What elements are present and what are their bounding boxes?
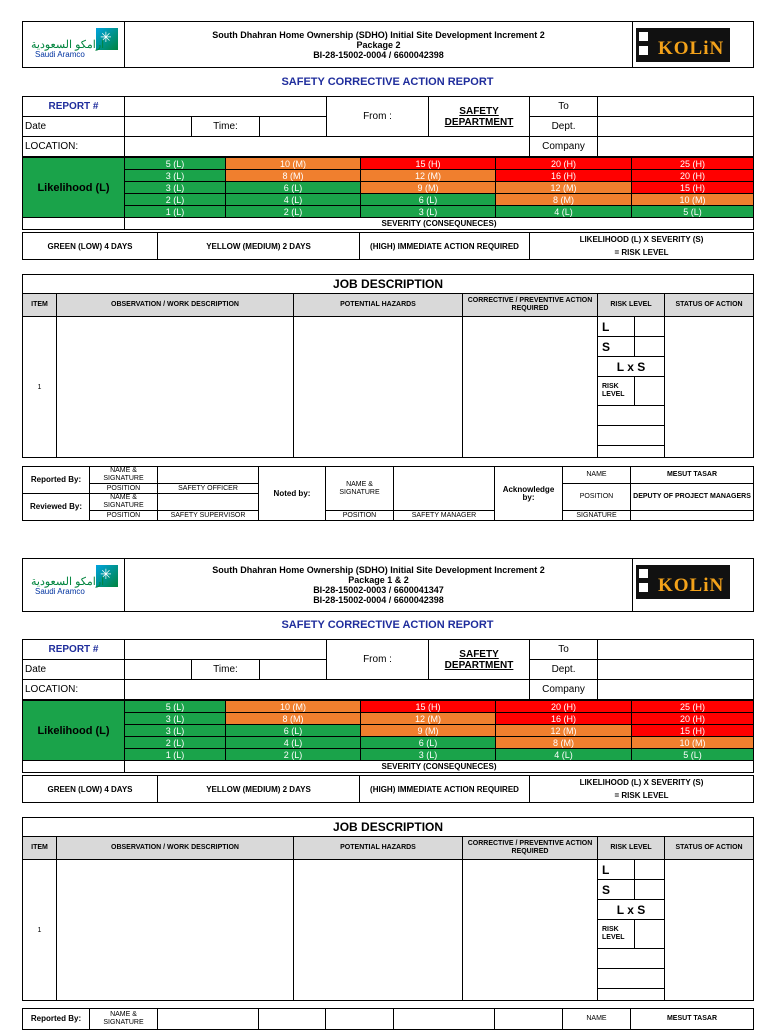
title-line: South Dhahran Home Ownership (SDHO) Initial Site Development Increment 2: [212, 29, 545, 40]
report-number-field[interactable]: [125, 640, 327, 660]
aramco-arabic-text: ارامكو السعودية: [31, 39, 105, 51]
matrix-cell: 20 (H): [496, 701, 632, 713]
time-field[interactable]: [260, 117, 327, 137]
title-line: Package 1 & 2: [348, 575, 409, 585]
ack-name-label: NAME: [563, 1009, 631, 1030]
legend-yellow: YELLOW (MEDIUM) 2 DAYS: [158, 776, 360, 803]
legend-green: GREEN (LOW) 4 DAYS: [23, 776, 158, 803]
date-label: Date: [23, 117, 125, 137]
reviewed-by-label: Reviewed By:: [23, 494, 90, 521]
status-field[interactable]: [665, 317, 754, 458]
aramco-logo: [23, 22, 125, 68]
legend-high: (HIGH) IMMEDIATE ACTION REQUIRED: [360, 776, 530, 803]
ack-name-label: NAME: [563, 467, 631, 484]
noted-by-label: Noted by:: [259, 467, 326, 521]
matrix-cell: 6 (L): [226, 182, 361, 194]
dept-field[interactable]: [598, 117, 754, 137]
ack-name-value: MESUT TASAR: [631, 1009, 754, 1030]
matrix-cell: 5 (L): [125, 701, 226, 713]
matrix-cell: 25 (H): [632, 701, 754, 713]
column-header: OBSERVATION / WORK DESCRIPTION: [57, 837, 294, 860]
report-number-field[interactable]: [125, 97, 327, 117]
risk-l-label: L: [598, 317, 635, 337]
report-number-label: REPORT #: [23, 640, 125, 660]
risk-legend: [22, 775, 754, 803]
matrix-cell: 15 (H): [632, 725, 754, 737]
legend-formula: LIKELIHOOD (L) X SEVERITY (S) = RISK LEVEL: [530, 776, 754, 803]
risk-l-label: L: [598, 860, 635, 880]
matrix-cell: 5 (L): [125, 158, 226, 170]
column-header: OBSERVATION / WORK DESCRIPTION: [57, 294, 294, 317]
name-signature-label: NAME & SIGNATURE: [90, 1009, 158, 1030]
matrix-cell: 2 (L): [125, 194, 226, 206]
matrix-cell: 2 (L): [226, 749, 361, 761]
from-label: From :: [327, 640, 429, 680]
job-description-1: [22, 274, 753, 458]
matrix-cell: 20 (H): [632, 713, 754, 725]
column-header: STATUS OF ACTION: [665, 837, 754, 860]
report-title: SAFETY CORRECTIVE ACTION REPORT: [281, 619, 494, 631]
kolin-logo-mark: [636, 565, 730, 599]
matrix-cell: 3 (L): [125, 170, 226, 182]
column-header: STATUS OF ACTION: [665, 294, 754, 317]
risk-level-cell: [598, 860, 665, 1001]
matrix-cell: 9 (M): [361, 182, 496, 194]
project-title: [125, 22, 633, 68]
to-field[interactable]: [598, 97, 754, 117]
risk-extra-row: [598, 406, 664, 426]
matrix-cell: 6 (L): [226, 725, 361, 737]
job-description-title: JOB DESCRIPTION: [23, 818, 754, 837]
aramco-english-text: Saudi Aramco: [35, 587, 85, 596]
ack-name-value: MESUT TASAR: [631, 467, 754, 484]
risk-matrix: [22, 700, 754, 773]
risk-s-label: S: [598, 337, 635, 357]
date-field[interactable]: [125, 117, 192, 137]
time-label: Time:: [192, 117, 260, 137]
noted-name-signature-label: NAME & SIGNATURE: [326, 467, 394, 511]
matrix-cell: 10 (M): [632, 737, 754, 749]
matrix-cell: 12 (M): [496, 725, 632, 737]
column-header: RISK LEVEL: [598, 294, 665, 317]
job-description-title: JOB DESCRIPTION: [23, 275, 754, 294]
to-field[interactable]: [598, 640, 754, 660]
company-field[interactable]: [598, 137, 754, 157]
legend-green: GREEN (LOW) 4 DAYS: [23, 233, 158, 260]
legend-formula: LIKELIHOOD (L) X SEVERITY (S) = RISK LEVEL: [530, 233, 754, 260]
matrix-cell: 15 (H): [361, 701, 496, 713]
hazards-field[interactable]: [294, 860, 463, 1001]
matrix-cell: 12 (M): [361, 170, 496, 182]
signature-section-1: [22, 466, 753, 521]
matrix-cell: 6 (L): [361, 737, 496, 749]
noted-by-signature-field[interactable]: [394, 467, 495, 511]
info-section-1: [22, 96, 753, 260]
column-header: CORRECTIVE / PREVENTIVE ACTION REQUIRED: [463, 294, 598, 317]
location-label: LOCATION:: [23, 680, 125, 700]
matrix-cell: 4 (L): [496, 206, 632, 218]
kolin-logo-text: KOLiN: [658, 38, 725, 59]
risk-s-field[interactable]: [635, 337, 665, 357]
matrix-cell: 5 (L): [632, 206, 754, 218]
from-label: From :: [327, 97, 429, 137]
matrix-cell: 3 (L): [125, 182, 226, 194]
risk-level-field[interactable]: [635, 920, 665, 949]
risk-l-field[interactable]: [635, 317, 665, 337]
report-number-label: REPORT #: [23, 97, 125, 117]
time-field[interactable]: [260, 660, 327, 680]
matrix-cell: 2 (L): [226, 206, 361, 218]
matrix-cell: 12 (M): [496, 182, 632, 194]
kolin-logo-mark: [636, 28, 730, 62]
severity-label: SEVERITY (CONSEQUNECES): [125, 761, 754, 773]
item-number: 1: [23, 317, 57, 458]
matrix-cell: 10 (M): [226, 701, 361, 713]
observation-field[interactable]: [57, 317, 294, 458]
from-value: SAFETY DEPARTMENT: [429, 97, 530, 137]
matrix-cell: 4 (L): [226, 737, 361, 749]
to-label: To: [530, 97, 598, 117]
title-line: BI-28-15002-0003 / 6600041347: [313, 585, 444, 595]
status-field[interactable]: [665, 860, 754, 1001]
risk-level-field[interactable]: [635, 377, 665, 406]
matrix-cell: 9 (M): [361, 725, 496, 737]
matrix-cell: 8 (M): [496, 194, 632, 206]
likelihood-label: Likelihood (L): [23, 158, 125, 218]
risk-level-label: RISK LEVEL: [598, 377, 635, 406]
risk-level-cell: [598, 317, 665, 458]
matrix-cell: 8 (M): [496, 737, 632, 749]
matrix-cell: 20 (H): [496, 158, 632, 170]
job-description-2: [22, 817, 753, 1001]
form-header: [22, 21, 754, 68]
matrix-cell: 1 (L): [125, 206, 226, 218]
risk-lxs-label: L x S: [598, 900, 664, 920]
column-header: ITEM: [23, 294, 57, 317]
date-label: Date: [23, 660, 125, 680]
name-signature-label: NAME & SIGNATURE: [90, 467, 158, 484]
matrix-cell: 10 (M): [632, 194, 754, 206]
column-header: POTENTIAL HAZARDS: [294, 294, 463, 317]
company-label: Company: [530, 137, 598, 157]
kolin-logo: [633, 22, 754, 68]
hazards-field[interactable]: [294, 317, 463, 458]
corrective-action-field[interactable]: [463, 317, 598, 458]
aramco-logo: [23, 559, 125, 612]
observation-field[interactable]: [57, 860, 294, 1001]
matrix-cell: 8 (M): [226, 713, 361, 725]
risk-s-label: S: [598, 880, 635, 900]
severity-label: SEVERITY (CONSEQUNECES): [125, 218, 754, 230]
from-value: SAFETY DEPARTMENT: [429, 640, 530, 680]
legend-high: (HIGH) IMMEDIATE ACTION REQUIRED: [360, 233, 530, 260]
risk-s-field[interactable]: [635, 880, 665, 900]
matrix-cell: 3 (L): [125, 725, 226, 737]
matrix-cell: 25 (H): [632, 158, 754, 170]
reviewed-position-value: SAFETY SUPERVISOR: [158, 511, 259, 521]
matrix-cell: 3 (L): [361, 206, 496, 218]
title-line: Package 2: [356, 39, 401, 50]
time-label: Time:: [192, 660, 260, 680]
ack-signature-label: SIGNATURE: [563, 511, 631, 521]
item-number: 1: [23, 860, 57, 1001]
risk-extra-row: [598, 426, 664, 446]
matrix-cell: 16 (H): [496, 170, 632, 182]
matrix-cell: 10 (M): [226, 158, 361, 170]
matrix-cell: 3 (L): [125, 713, 226, 725]
acknowledge-by-label: Acknowledge by:: [495, 467, 563, 521]
matrix-cell: 12 (M): [361, 713, 496, 725]
matrix-cell: 4 (L): [496, 749, 632, 761]
location-label: LOCATION:: [23, 137, 125, 157]
column-header: RISK LEVEL: [598, 837, 665, 860]
risk-matrix: [22, 157, 754, 230]
title-line: South Dhahran Home Ownership (SDHO) Initial Site Development Increment 2: [212, 565, 545, 575]
aramco-arabic-text: ارامكو السعودية: [31, 576, 105, 588]
risk-extra-row: [598, 949, 664, 969]
reported-by-signature-field[interactable]: [158, 1009, 259, 1030]
risk-level-label: RISK LEVEL: [598, 920, 635, 949]
company-field[interactable]: [598, 680, 754, 700]
title-line: BI-28-15002-0004 / 6600042398: [313, 49, 444, 60]
risk-lxs-label: L x S: [598, 357, 664, 377]
signature-section-2: [22, 1008, 753, 1030]
ack-signature-field[interactable]: [631, 511, 754, 521]
reported-by-label: Reported By:: [23, 1009, 90, 1030]
date-field[interactable]: [125, 660, 192, 680]
column-header: ITEM: [23, 837, 57, 860]
dept-label: Dept.: [530, 660, 598, 680]
position-label: POSITION: [90, 511, 158, 521]
to-label: To: [530, 640, 598, 660]
matrix-cell: 1 (L): [125, 749, 226, 761]
report-form-2: [22, 558, 753, 612]
risk-extra-row: [598, 969, 664, 989]
ack-position-label: POSITION: [563, 484, 631, 511]
reported-by-signature-field[interactable]: [158, 467, 259, 484]
location-field[interactable]: [125, 680, 530, 700]
report-title: SAFETY CORRECTIVE ACTION REPORT: [281, 76, 494, 88]
legend-yellow: YELLOW (MEDIUM) 2 DAYS: [158, 233, 360, 260]
matrix-cell: 8 (M): [226, 170, 361, 182]
position-label: POSITION: [90, 484, 158, 494]
name-signature-label: NAME & SIGNATURE: [90, 494, 158, 511]
matrix-cell: 20 (H): [632, 170, 754, 182]
location-field[interactable]: [125, 137, 530, 157]
column-header: POTENTIAL HAZARDS: [294, 837, 463, 860]
dept-field[interactable]: [598, 660, 754, 680]
risk-l-field[interactable]: [635, 860, 665, 880]
matrix-cell: 3 (L): [361, 749, 496, 761]
reviewed-by-signature-field[interactable]: [158, 494, 259, 511]
matrix-cell: 15 (H): [632, 182, 754, 194]
aramco-english-text: Saudi Aramco: [35, 50, 85, 59]
kolin-logo-text: KOLiN: [658, 575, 725, 596]
matrix-cell: 6 (L): [361, 194, 496, 206]
corrective-action-field[interactable]: [463, 860, 598, 1001]
ack-position-value: DEPUTY OF PROJECT MANAGERS: [631, 484, 754, 511]
risk-legend: [22, 232, 754, 260]
info-section-2: [22, 639, 753, 803]
report-form-1: [22, 21, 753, 68]
project-title: [125, 559, 633, 612]
likelihood-label: Likelihood (L): [23, 701, 125, 761]
dept-label: Dept.: [530, 117, 598, 137]
noted-position-label: POSITION: [326, 511, 394, 521]
matrix-cell: 4 (L): [226, 194, 361, 206]
matrix-cell: 16 (H): [496, 713, 632, 725]
company-label: Company: [530, 680, 598, 700]
title-line: BI-28-15002-0004 / 6600042398: [313, 595, 444, 605]
noted-position-value: SAFETY MANAGER: [394, 511, 495, 521]
column-header: CORRECTIVE / PREVENTIVE ACTION REQUIRED: [463, 837, 598, 860]
reported-position-value: SAFETY OFFICER: [158, 484, 259, 494]
matrix-cell: 15 (H): [361, 158, 496, 170]
matrix-cell: 5 (L): [632, 749, 754, 761]
reported-by-label: Reported By:: [23, 467, 90, 494]
kolin-logo: [633, 559, 754, 612]
matrix-cell: 2 (L): [125, 737, 226, 749]
